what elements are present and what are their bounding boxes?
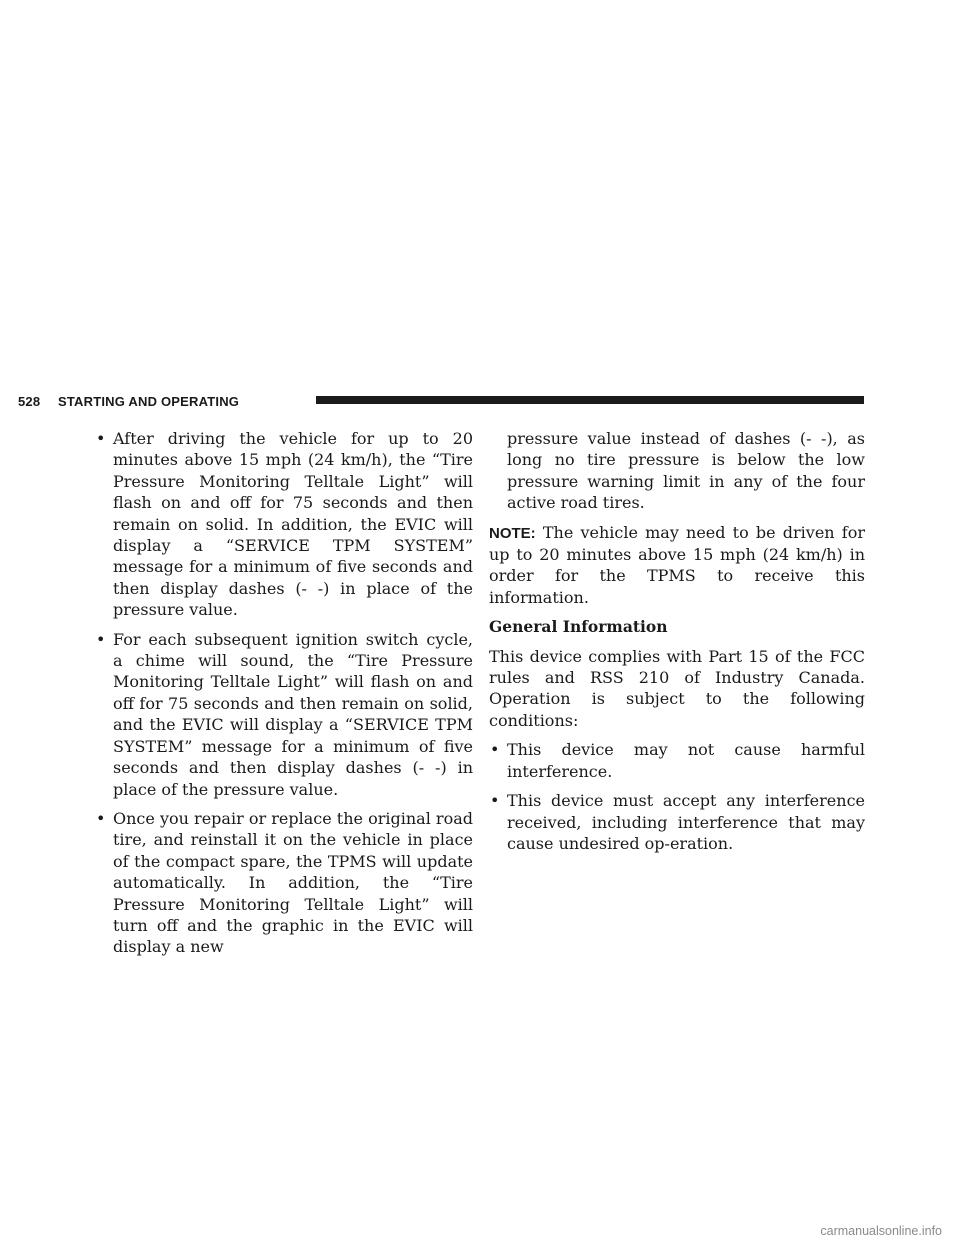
bullet-text: This device must accept any interference received, including interference that may cause undesired op-eration. — [507, 791, 865, 853]
page-number: 528 — [18, 394, 41, 409]
bullet-item — [95, 629, 473, 800]
body-paragraph: This device complies with Part 15 of the FCC rules and RSS 210 of Industry Canada. Operation is subject to the following conditions: — [489, 646, 865, 730]
bullet-text: After driving the vehicle for up to 20 minutes above 15 mph (24 km/h), the “Tire Pressure Monitoring Telltale Light” will flash on and off for 75 seconds and then remain on solid. In addition, the EVIC will display a “SERVICE TPM SYSTEM” message for a minimum of five seconds and then display dashes (- -) in place of the pressure value. — [113, 429, 473, 620]
bullet-icon: • — [96, 808, 106, 828]
left-column — [95, 428, 473, 966]
bullet-text: This device may not cause harmful interference. — [507, 740, 865, 781]
right-column — [489, 428, 865, 862]
continued-bullet-text: pressure value instead of dashes (- -), as long no tire pressure is below the low pressure warning limit in any of the four active road tires. — [507, 429, 865, 513]
bullet-icon: • — [490, 740, 500, 760]
bullet-item — [95, 808, 473, 958]
note-paragraph — [489, 522, 865, 609]
bullet-icon: • — [490, 791, 500, 811]
bullet-item — [95, 428, 473, 621]
bullet-item — [489, 739, 865, 782]
section-title: STARTING AND OPERATING — [58, 394, 240, 409]
bullet-icon: • — [96, 429, 106, 448]
header-rule — [316, 396, 864, 404]
watermark: carmanualsonline.info — [820, 1224, 942, 1238]
bullet-icon: • — [96, 629, 106, 649]
bullet-text: For each subsequent ignition switch cycle, a chime will sound, the “Tire Pressure Monitoring Telltale Light” will flash on and off for 75 seconds and then remain on solid, and the EVIC will display a “SERVICE TPM SYSTEM” message for a minimum of five seconds and then display dashes (- -) in place of the pressure value. — [113, 629, 473, 799]
bullet-item — [489, 790, 865, 854]
page-header — [18, 391, 864, 415]
note-label: NOTE: — [489, 524, 536, 542]
bullet-text: Once you repair or replace the original road tire, and reinstall it on the vehicle in place of the compact spare, the TPMS will update automatically. In addition, the “Tire Pressure Monitoring Telltale Light” will turn off and the graphic in the EVIC will display a new — [113, 808, 473, 957]
note-text: The vehicle may need to be driven for up to 20 minutes above 15 mph (24 km/h) in order for the TPMS to receive this information. — [489, 522, 865, 607]
section-heading: General Information — [489, 617, 668, 637]
